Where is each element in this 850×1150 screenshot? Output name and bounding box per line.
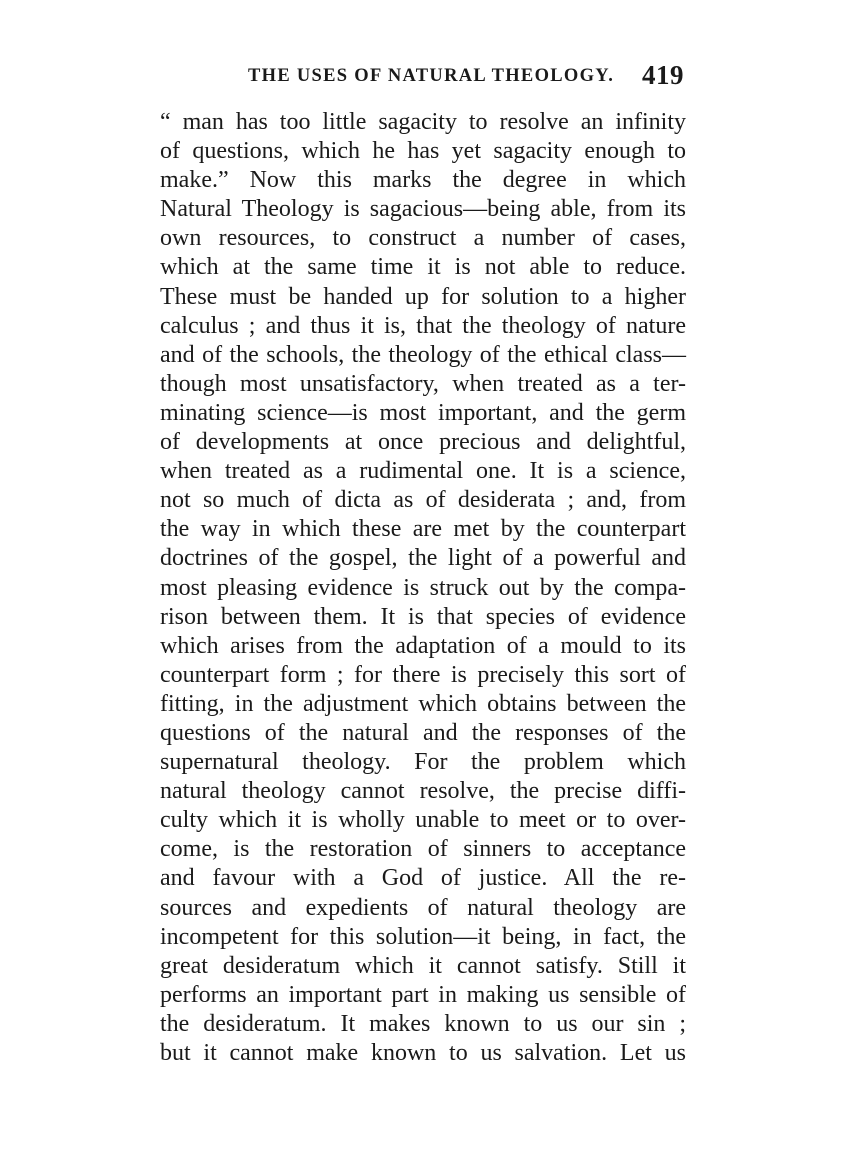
text-line: supernatural theology. For the problem which (160, 749, 686, 776)
text-line: Natural Theology is sagacious—being able, from its (160, 196, 686, 223)
text-line: rison between them. It is that species of evidence (160, 603, 686, 630)
text-line: and of the schools, the theology of the ethical class— (160, 341, 686, 368)
text-line: which at the same time it is not able to reduce. (160, 254, 686, 281)
text-line: when treated as a rudimental one. It is a science, (160, 458, 686, 485)
running-head (160, 58, 688, 92)
text-line: which arises from the adaptation of a mould to its (160, 632, 686, 659)
text-line: make.” Now this marks the degree in which (160, 167, 686, 194)
text-line: doctrines of the gospel, the light of a powerful and (160, 545, 686, 572)
text-line: most pleasing evidence is struck out by the compa- (160, 574, 686, 601)
text-line: These must be handed up for solution to a higher (160, 283, 686, 310)
text-line: of questions, which he has yet sagacity enough to (160, 138, 686, 165)
text-line: and favour with a God of justice. All the re- (160, 865, 686, 892)
text-line: counterpart form ; for there is precisely this sort of (160, 661, 686, 688)
text-line: questions of the natural and the responses of the (160, 719, 686, 746)
text-line: minating science—is most important, and the germ (160, 399, 686, 426)
body-text (160, 108, 686, 1068)
text-line: sources and expedients of natural theology are (160, 894, 686, 921)
text-line: the way in which these are met by the counterpart (160, 516, 686, 543)
text-line: calculus ; and thus it is, that the theology of nature (160, 312, 686, 339)
text-line: but it cannot make known to us salvation. Let us (160, 1040, 686, 1066)
text-line: come, is the restoration of sinners to acceptance (160, 836, 686, 863)
text-line: though most unsatisfactory, when treated as a ter- (160, 370, 686, 397)
text-line: the desideratum. It makes known to us our sin ; (160, 1010, 686, 1037)
text-line: great desideratum which it cannot satisfy. Still it (160, 952, 686, 979)
page-number: 419 (642, 60, 684, 90)
text-line: natural theology cannot resolve, the precise diffi- (160, 778, 686, 805)
text-line: of developments at once precious and delightful, (160, 429, 686, 456)
text-line: performs an important part in making us sensible of (160, 981, 686, 1008)
text-line: culty which it is wholly unable to meet or to over- (160, 807, 686, 834)
text-line: “ man has too little sagacity to resolve an infinity (160, 109, 686, 135)
running-title: THE USES OF NATURAL THEOLOGY. (248, 66, 615, 86)
text-line: own resources, to construct a number of cases, (160, 225, 686, 252)
text-line: fitting, in the adjustment which obtains between the (160, 690, 686, 717)
text-line: not so much of dicta as of desiderata ; and, from (160, 487, 686, 514)
text-line: incompetent for this solution—it being, in fact, the (160, 923, 686, 950)
